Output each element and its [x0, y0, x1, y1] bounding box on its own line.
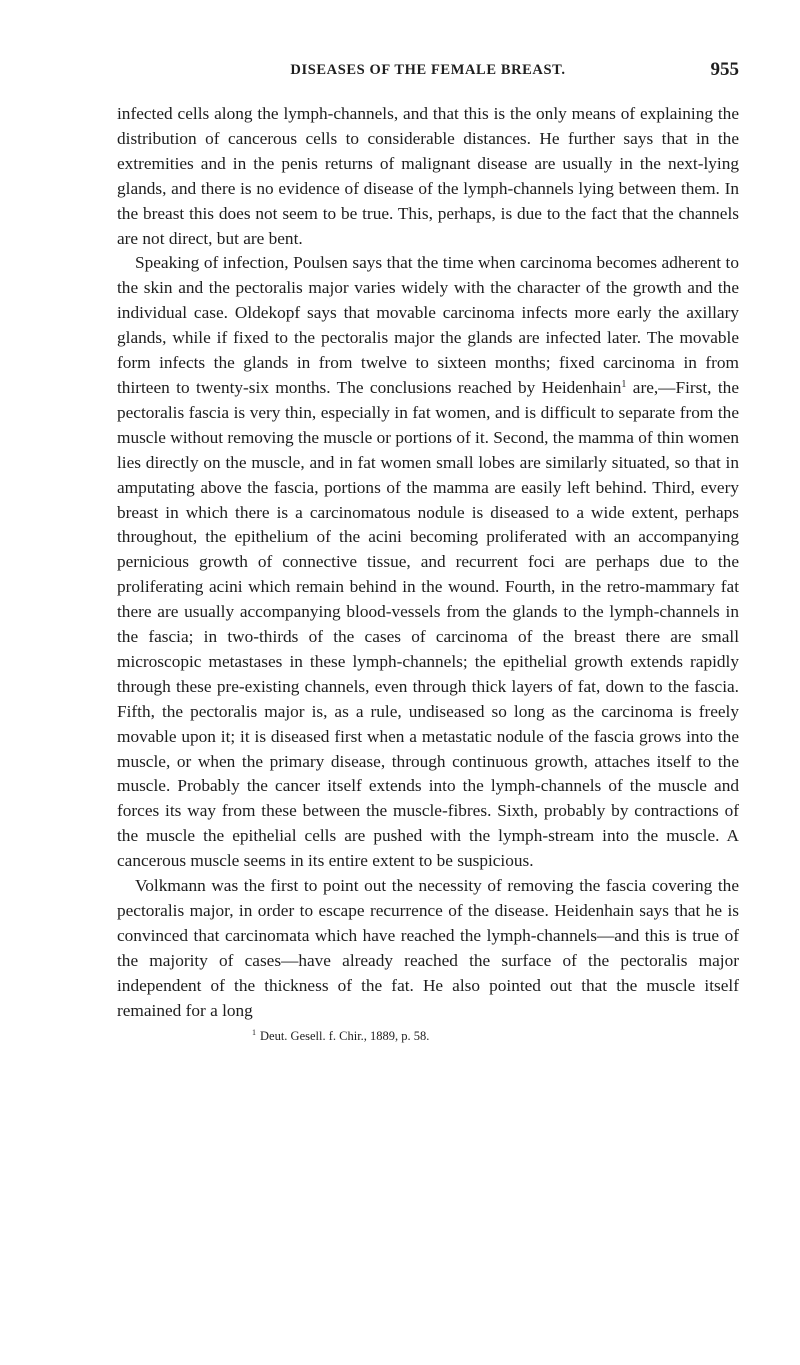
footnote — [117, 1028, 739, 1044]
page-header — [117, 59, 739, 86]
footnote-text: Deut. Gesell. f. Chir., 1889, p. 58. — [260, 1028, 430, 1043]
running-head: DISEASES OF THE FEMALE BREAST. — [290, 62, 566, 78]
paragraph-text: are,—First, the pectoralis fascia is very thin, especially in fat women, and is difficult to separate from the muscle without removing the muscle or portions of it. Second, the mamma of thin women lies directly on the muscle, and in fat women small lobes are similarly situated, so that in amputating above the fascia, portions of the mamma are easily left behind. Third, every breast in which there is a carcinomatous nodule is diseased to a wide extent, perhaps throughout, the epithelium of the acini becoming proliferated with an accompanying pernicious growth of connective tissue, and recurrent foci are perhaps due to the proliferating acini which remain behind in the wound. Fourth, in the retro-mammary fat there are usually accompanying blood-vessels from the glands to the lymph-channels in the fascia; in two-thirds of the cases of carcinoma of the breast there are small microscopic metastases in these lymph-channels; the epithelial growth extends rapidly through these pre-existing channels, even through thick layers of fat, down to the fascia. Fifth, the pectoralis major is, as a rule, undiseased so long as the carcinoma is freely movable upon it; it is diseased first when a metastatic nodule of the fascia grows into the muscle, or when the primary disease, through continuous growth, attaches itself to the muscle. Probably the cancer itself extends into the lymph-channels of the muscle and forces its way from these between the muscle-fibres. Sixth, probably by contractions of the muscle the epithelial cells are pushed with the lymph-stream into the muscle. A cancerous muscle seems in its entire extent to be suspicious. — [117, 377, 740, 871]
paragraph-volkmann: Volkmann was the first to point out the necessity of removing the fascia covering the pectoralis major, in order to escape recurrence of the disease. Heidenhain says that he is convinced that carcinomata which have reached the lymph-channels—and this is true of the majority of cases—have already reached the surface of the pectoralis major independent of the thickness of the fat. He also pointed out that the muscle itself remained for a long — [117, 876, 739, 1020]
paragraph-infection — [117, 251, 739, 874]
footnote-reference: 1 — [621, 378, 627, 390]
body-text — [117, 102, 739, 1024]
paragraph-continuation: infected cells along the lymph-channels, and that this is the only means of explaining the distribution of cancerous cells to considerable distances. He further says that in the extremities and in the penis returns of malignant disease are usually in the next-lying glands, and there is no evidence of disease of the lymph-channels lying between them. In the breast this does not seem to be true. This, perhaps, is due to the fact that the channels are not direct, but are bent. — [117, 104, 739, 248]
paragraph-text: Speaking of infection, Poulsen says that the time when carcinoma becomes adherent to the skin and the pectoralis major varies widely with the character of the growth and the individual case. Oldekopf says that movable carcinoma infects more early the axillary glands, while if fixed to the pectoralis major the glands are infected later. The movable form infects the glands in from twelve to sixteen months; fixed carcinoma in from thirteen to twenty-six months. The conclusions reached by Heidenhain — [117, 253, 739, 397]
footnote-mark: 1 — [252, 1027, 256, 1037]
book-page — [117, 59, 740, 1044]
page-number: 955 — [710, 59, 739, 80]
